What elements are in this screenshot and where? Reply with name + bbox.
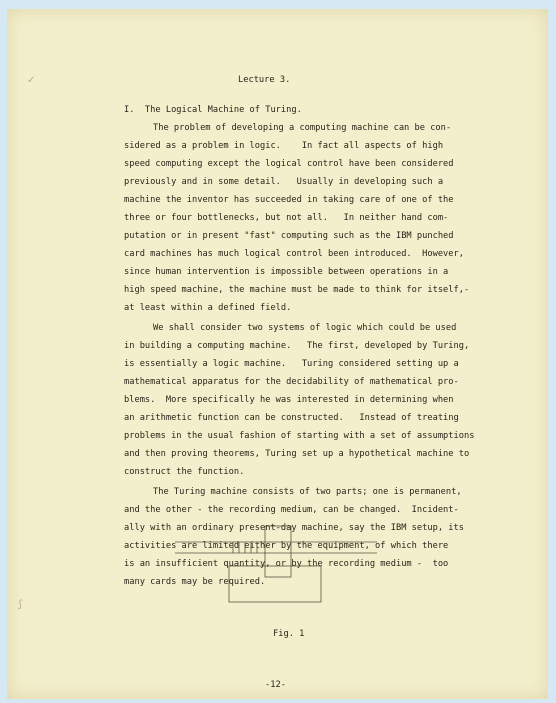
paragraph-line: activities are limited either by the equipment, of which there — [124, 541, 449, 551]
paragraph-line: is an insufficient quantity, or by the recording medium - too — [124, 559, 449, 569]
paragraph-line: The problem of developing a computing machine can be con- — [153, 123, 452, 133]
margin-pencil-mark: ✓ — [27, 75, 36, 86]
paragraph-line: an arithmetic function can be constructed. Instead of treating — [124, 413, 459, 423]
paragraph-line: and then proving theorems, Turing set up a hypothetical machine to — [124, 449, 470, 459]
section-title: I. The Logical Machine of Turing. — [124, 105, 302, 115]
paragraph-line: problems in the usual fashion of starting with a set of assumptions — [124, 431, 475, 441]
paragraph-line: since human intervention is impossible between operations in a — [124, 267, 449, 277]
paragraph-line: ally with an ordinary present-day machine, say the IBM setup, its — [124, 523, 464, 533]
paragraph-line: previously and in some detail. Usually in developing such a — [124, 177, 444, 187]
typewritten-page — [7, 9, 548, 699]
margin-pencil-mark: ʃ — [19, 599, 22, 610]
paragraph-line: at least within a defined field. — [124, 303, 292, 313]
paragraph-line: many cards may be required. — [124, 577, 266, 587]
lecture-heading: Lecture 3. — [238, 75, 291, 85]
paragraph-line: construct the function. — [124, 467, 245, 477]
figure-caption: Fig. 1 — [273, 629, 305, 639]
page-number: -12- — [265, 680, 286, 690]
machine-body-box — [229, 566, 321, 602]
paragraph-line: high speed machine, the machine must be made to think for itself,- — [124, 285, 470, 295]
paragraph-line: speed computing except the logical control have been considered — [124, 159, 454, 169]
paragraph-line: The Turing machine consists of two parts; one is permanent, — [153, 487, 462, 497]
paragraph-line: card machines has much logical control been introduced. However, — [124, 249, 464, 259]
paragraph-line: blems. More specifically he was interested in determining when — [124, 395, 454, 405]
figure-turing-machine-diagram — [7, 9, 548, 699]
paragraph-line: putation or in present "fast" computing such as the IBM punched — [124, 231, 454, 241]
paragraph-line: mathematical apparatus for the decidability of mathematical pro- — [124, 377, 459, 387]
paragraph-line: We shall consider two systems of logic which could be used — [153, 323, 457, 333]
paragraph-line: and the other - the recording medium, can be changed. Incident- — [124, 505, 459, 515]
paragraph-line: three or four bottlenecks, but not all. In neither hand com- — [124, 213, 449, 223]
paragraph-line: in building a computing machine. The first, developed by Turing, — [124, 341, 470, 351]
paragraph-line: sidered as a problem in logic. In fact all aspects of high — [124, 141, 444, 151]
paragraph-line: is essentially a logic machine. Turing considered setting up a — [124, 359, 459, 369]
paragraph-line: machine the inventor has succeeded in taking care of one of the — [124, 195, 454, 205]
reading-head-box — [265, 526, 291, 577]
